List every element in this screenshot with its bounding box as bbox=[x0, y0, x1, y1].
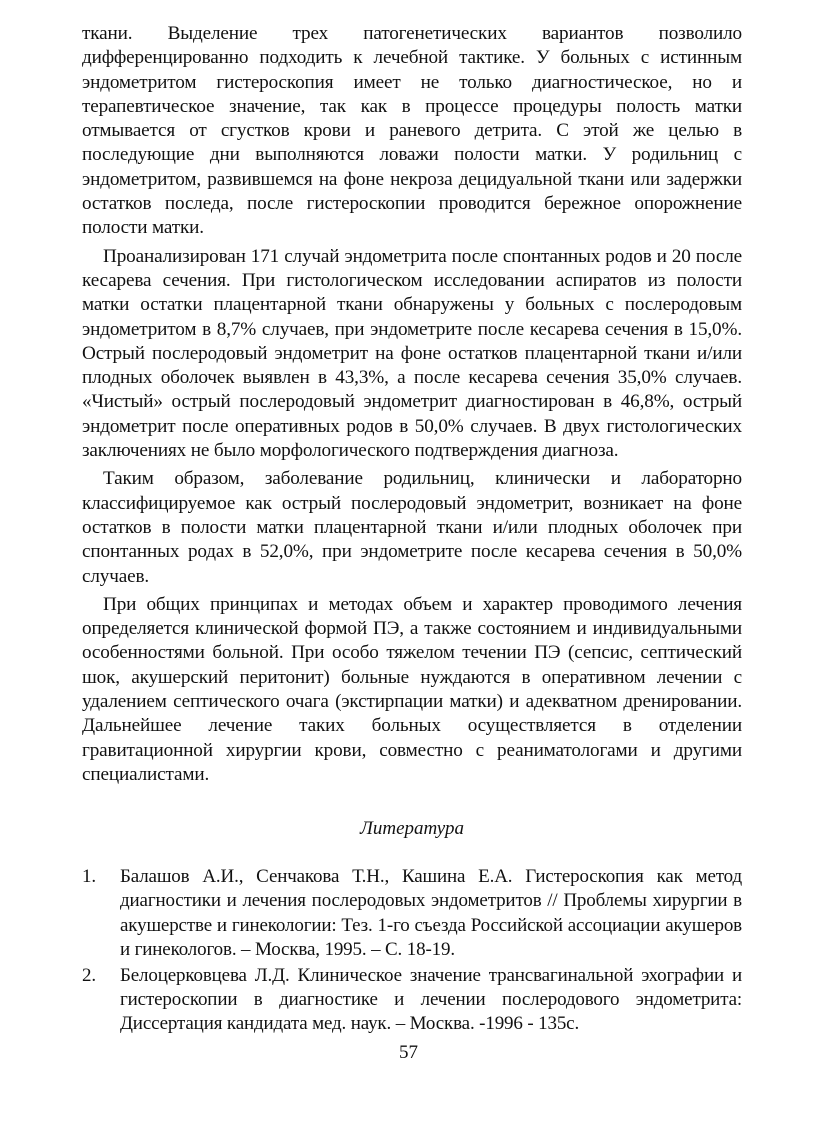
reference-item bbox=[82, 865, 742, 962]
reference-text: Балашов А.И., Сенчакова Т.Н., Кашина Е.А. Гистероскопия как метод диагностики и лечения послеродовых эндометритов // Проблемы хирургии в акушерстве и гинекологии: Тез. 1-го съезда Российской ассоциации акушеров и гинекологов. – Москва, 1995. – С. 18-19. bbox=[120, 866, 742, 960]
reference-text: Белоцерковцева Л.Д. Клиническое значение трансвагинальной эхографии и гистероскопии в диагностике и лечении послеродового эндометрита: Диссертация кандидата мед. наук. – Москва. -1996 - 135с. bbox=[120, 965, 742, 1035]
paragraph-treatment: При общих принципах и методах объем и характер проводимого лечения определяется клинической формой ПЭ, а также состоянием и индивидуальными особенностями больной. При особо тяжелом течении ПЭ (сепсис, септический шок, акушерский перитонит) больные нуждаются в оперативном лечении с удалением септического очага (экстирпации матки) и адекватном дренировании. Дальнейшее лечение таких больных осуществляется в отделении гравитационной хирургии крови, совместно с реаниматологами и другими специалистами. bbox=[82, 593, 742, 785]
page-number: 57 bbox=[399, 1042, 418, 1063]
reference-number: 2. bbox=[82, 965, 96, 987]
reference-number: 1. bbox=[82, 866, 96, 888]
reference-list bbox=[82, 865, 742, 1036]
page-body bbox=[82, 22, 742, 1039]
paragraph-conclusion: Таким образом, заболевание родильниц, клинически и лабораторно классифицируемое как острый послеродовый эндометрит, возникает на фоне остатков в полости матки плацентарной ткани и/или плодных оболочек при спонтанных родах в 52,0%, при эндометрите после кесарева сечения в 50,0% случаев. bbox=[82, 468, 742, 587]
paragraph-analysis: Проанализирован 171 случай эндометрита после спонтанных родов и 20 после кесарева сечения. При гистологическом исследовании аспиратов из полости матки остатки плацентарной ткани обнаружены у больных с послеродовым эндометритом в 8,7% случаев, при эндометрите после кесарева сечения в 15,0%. Острый послеродовый эндометрит на фоне остатков плацентарной ткани и/или плодных оболочек выявлен в 43,3%, а после кесарева сечения 35,0% случаев. «Чистый» острый послеродовый эндометрит диагностирован в 46,8%, острый эндометрит после оперативных родов в 50,0% случаев. В двух гистологических заключениях не было морфологического подтверждения диагноза. bbox=[82, 245, 742, 462]
literature-heading: Литература bbox=[360, 818, 464, 840]
reference-item bbox=[82, 964, 742, 1037]
paragraph-continuation: ткани. Выделение трех патогенетических вариантов позволило дифференцированно подходить к лечебной тактике. У больных с истинным эндометритом гистероскопия имеет не только диагностическое, но и терапевтическое значение, так как в процессе процедуры полость матки отмывается от сгустков крови и раневого детрита. С этой же целью в последующие дни выполняются ловажи полости матки. У родильниц с эндометритом, развившемся на фоне некроза децидуальной ткани или задержки остатков последа, после гистероскопии проводится бережное опорожнение полости матки. bbox=[82, 23, 742, 239]
